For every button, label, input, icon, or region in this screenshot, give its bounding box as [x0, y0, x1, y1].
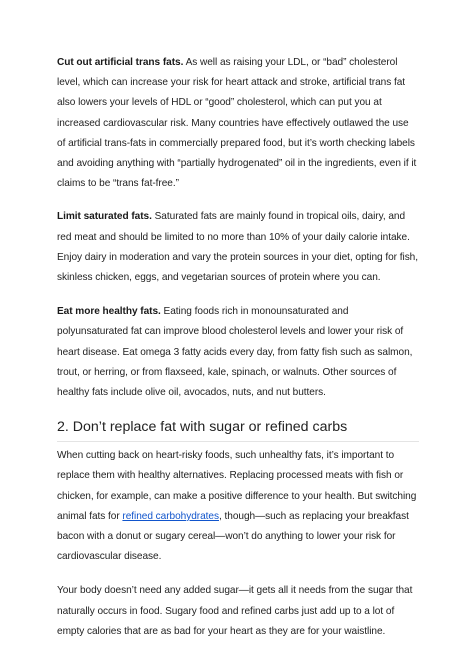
paragraph-body: Saturated fats are mainly found in tropical oils, dairy, and red meat and should be limited to no more than 10% of your daily calorie intake. Enjoy dairy in moderation and vary the protein sources in your diet, opting for fish, skinless chicken, eggs, and vegetarian sources of protein where you can.	[57, 211, 419, 284]
paragraph-added-sugar: Your body doesn’t need any added sugar—it gets all it needs from the sugar that naturally occurs in food. Sugary food and refined carbs just add up to a lot of empty calories that are as bad for your heart as they are for your waistline.	[57, 585, 413, 637]
paragraph-lead: Eat more healthy fats.	[57, 306, 161, 318]
paragraph-healthy-fats	[57, 302, 419, 403]
section-heading: 2. Don’t replace fat with sugar or refined carbs	[57, 417, 419, 442]
refined-carbohydrates-link[interactable]: refined carbohydrates	[122, 510, 219, 522]
paragraph-body: As well as raising your LDL, or “bad” cholesterol level, which can increase your risk for heart attack and stroke, artificial trans fat also lowers your levels of HDL or “good” cholesterol, which can put you at increased cardiovascular risk. Many countries have effectively outlawed the use of artificial trans-fats in commercially prepared food, but it’s worth checking labels and avoiding anything with “partially hydrogenated” oil in the ingredients, even if it claims to be “trans fat-free.”	[57, 57, 417, 190]
paragraph-replace-fats	[57, 446, 419, 567]
paragraph-saturated-fats	[57, 207, 419, 288]
paragraph-body-start: When cutting back on heart-risky foods, such unhealthy fats, it’s important to replace them with healthy alternatives. Replacing processed meats with fish or chicken, for example, can make a positive difference to your health. But switching animal fats for	[57, 450, 417, 522]
paragraph-lead: Cut out artificial trans fats.	[57, 57, 184, 68]
paragraph-body-end: , though—such as replacing your breakfast bacon with a donut or sugary cereal—won’t do anything to lower your risk for cardiovascular disease.	[57, 510, 409, 563]
paragraph-trans-fats	[57, 53, 419, 194]
paragraph-lead: Limit saturated fats.	[57, 211, 152, 223]
paragraph-body: Eating foods rich in monounsaturated and polyunsaturated fat can improve blood cholesterol levels and lower your risk of heart disease. Eat omega 3 fatty acids every day, from fatty fish such as salmon, trout, or herring, or from flaxseed, kale, spinach, or walnuts. Other sources of healthy fats include olive oil, avocados, nuts, and nut butters.	[57, 306, 413, 399]
document-page	[57, 53, 419, 642]
